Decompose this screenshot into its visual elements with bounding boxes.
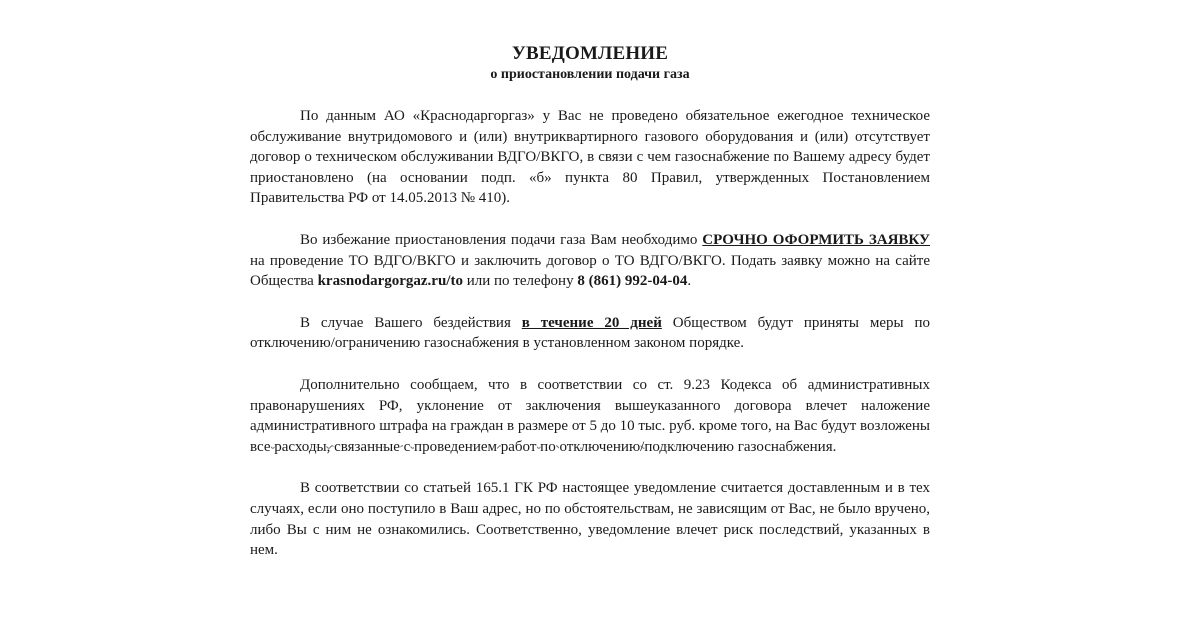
- phone-number[interactable]: 8 (861) 992-04-04: [577, 273, 688, 290]
- paragraph-4: [250, 375, 930, 457]
- website-link[interactable]: krasnodargorgaz.ru/to: [317, 273, 463, 290]
- paragraph-2-text-3: или по телефону: [462, 273, 578, 290]
- paragraph-5: В соответствии со статьей 165.1 ГК РФ настоящее уведомление считается доставленным и в тех случаях, если оно поступило в Ваш адрес, но по обстоятельствам, не зависящим от Вас, не было вручено, либо Вы с ним не ознакомились. Соответственно, уведомление влечет риск последствий, указанных в нем.: [250, 480, 930, 559]
- paragraph-1: По данным АО «Краснодаргоргаз» у Вас не проведено обязательное ежегодное техническое обслуживание внутридомового и (или) внутриквартирного газового оборудования и (или) отсутствует договор о техническом обслуживании ВДГО/ВКГО, в связи с чем газоснабжение по Вашему адресу будет приостановлено (на основании подп. «б» пункта 80 Правил, утвержденных Постановлением Правительства РФ от 14.05.2013 № 410).: [250, 108, 930, 207]
- deadline-emphasis: в течение 20 дней: [521, 314, 662, 331]
- paragraph-2: [250, 230, 930, 292]
- urgent-request-emphasis: СРОЧНО ОФОРМИТЬ ЗАЯВКУ: [702, 231, 930, 248]
- paragraph-4-text-1: Дополнительно сообщаем, что в соответствии со ст. 9.23 Кодекса об административных правонарушениях РФ, уклонение от заключения вышеуказанного договора влечет наложение административного штрафа на граждан в размере от 5 до 10 тыс. руб. кроме того, на Вас будут: [250, 376, 930, 435]
- document-subtitle: о приостановлении подачи газа: [490, 67, 690, 82]
- paragraph-2-text-4: .: [687, 273, 692, 290]
- document-title: УВЕДОМЛЕНИЕ: [511, 43, 669, 64]
- paragraph-3-text-2: Обществом будут приняты меры по отключению/ограничению газоснабжения в установленном законом порядке.: [250, 314, 931, 352]
- paragraph-3: [250, 313, 930, 354]
- paragraph-2-text-1: Во избежание приостановления подачи газа Вам необходимо: [300, 231, 703, 248]
- notice-document: [250, 38, 930, 598]
- wavy-underlined-text: возложены все расходы, связанные с проведением работ по отключению/подключению: [250, 418, 930, 455]
- paragraph-2-text-2: на проведение ТО ВДГО/ВКГО и заключить договор о ТО ВДГО/ВКГО. Подать заявку можно на сайте Общества: [250, 252, 930, 290]
- paragraph-4-text-2: газоснабжения.: [733, 438, 837, 455]
- paragraph-3-text-1: В случае Вашего бездействия: [300, 314, 522, 331]
